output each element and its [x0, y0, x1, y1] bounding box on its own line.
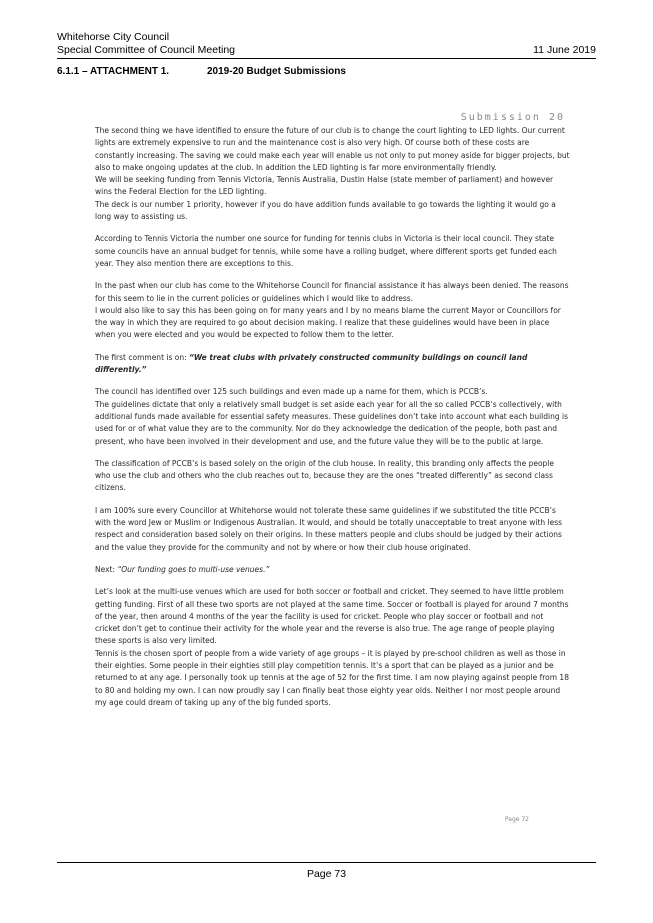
- body-paragraph: According to Tennis Victoria the number one source for funding for tennis clubs in Victoria is their local council. They state some councils have an annual budget for tennis, while some have a rolling budget, where different sports get funded each year. They also mention there are exceptions to this.: [95, 234, 557, 268]
- header-rule: [57, 58, 596, 59]
- header-date: 11 June 2019: [533, 44, 596, 56]
- body-paragraph: Next: “Our funding goes to multi-use venues.”: [95, 564, 270, 574]
- body-paragraph: Let’s look at the multi-use venues which are used for both soccer or football and cricket. They seemed to have little problem getting funding. First of all these two sports are not played at the same time. Soccer or football is played for around 7 months of the year, then around 4 months of the year the facility is used for cricket. People who play soccer or football and not cricket don’t get to continue their activity for the whole year and the reverse is also true. The age range of people playing these sports is also very limited. Tennis is the chosen sport of people from a wide variety of age groups – it is played by pre-school children as well as those in their eighties. Some people in their eighties still play competition tennis. It’s a sport that can be played as a junior and be returned to at any age. I personally took up tennis at the age of 52 for the first time. I am now playing against people from 18 to 80 and holding my own. I can now proudly say I can finally beat those eighty year olds. Neither I nor most people around my age could dream of taking up any of the big funded sports.: [95, 587, 569, 707]
- body-paragraph: The second thing we have identified to ensure the future of our club is to change the court lighting to LED lights. Our current lights are extremely expensive to run and the maintenance cost is also very high. Of course both of these costs are constantly increasing. The saving we could make each year will enable us not only to put money aside for bigger projects, but also to make ongoing updates at the club. In addition the LED lighting is far more environmentally friendly. We will be seeking funding from Tennis Victoria, Tennis Australia, Dustin Halse (state member of parliament) and however wins the Federal Election for the LED lighting. The deck is our number 1 priority, however if you do have addition funds available to go towards the lighting it would go a long way to assisting us.: [95, 126, 570, 222]
- footer-page-number: Page 73: [306, 868, 347, 880]
- attachment-title: 2019-20 Budget Submissions: [207, 66, 346, 77]
- footer-rule: [57, 862, 596, 863]
- body-paragraph: The first comment is on: “We treat clubs with privately constructed community buildings on council land differently.”: [95, 352, 528, 375]
- header-meeting: Special Committee of Council Meeting: [57, 44, 235, 56]
- body-paragraph: In the past when our club has come to the Whitehorse Council for financial assistance it has always been denied. The reasons for this seem to lie in the current policies or guidelines which I would like to address. I would also like to say this has been going on for many years and I by no means blame the current Mayor or Councillors for the way in which they are required to go about decision making. I realize that these guidelines would have been in place when you were elected and you would be expected to follow them to the letter.: [95, 281, 569, 340]
- quoted-guideline: “Our funding goes to multi-use venues.”: [117, 564, 270, 574]
- inner-page-label: Page 72: [504, 816, 529, 823]
- document-body: [95, 125, 570, 719]
- body-paragraph: I am 100% sure every Councillor at Whitehorse would not tolerate these same guidelines if we substituted the title PCCB’s with the word Jew or Muslim or Indigenous Australian. It would, and should be totally unacceptable to treat anyone with less respect and consideration based solely on their origins. In these matters people and clubs should be judged by their actions and the value they provide for the community and not by where or how their club house originated.: [95, 505, 563, 552]
- body-paragraph: The council has identified over 125 such buildings and even made up a name for them, which is PCCB’s. The guidelines dictate that only a relatively small budget is set aside each year for all the so called PCCB’s collectively, with additional funds made available for essential safety measures. These guidelines don’t take into account what each building is used for or of what value they are to the community. Nor do they acknowledge the dedication of the people, both past and present, who have been involved in their development and use, and the future value they will be to the public at large.: [95, 387, 569, 446]
- body-paragraph: The classification of PCCB’s is based solely on the origin of the club house. In reality, this branding only affects the people who use the club and others who the club reaches out to, because they are the ones “treated differently” as second class citizens.: [95, 458, 555, 493]
- quoted-guideline: “We treat clubs with privately constructed community buildings on council land differently.”: [95, 352, 528, 375]
- header-org: Whitehorse City Council: [57, 31, 170, 43]
- submission-stamp: Submission 20: [460, 112, 565, 123]
- attachment-label: 6.1.1 – ATTACHMENT 1.: [57, 66, 170, 77]
